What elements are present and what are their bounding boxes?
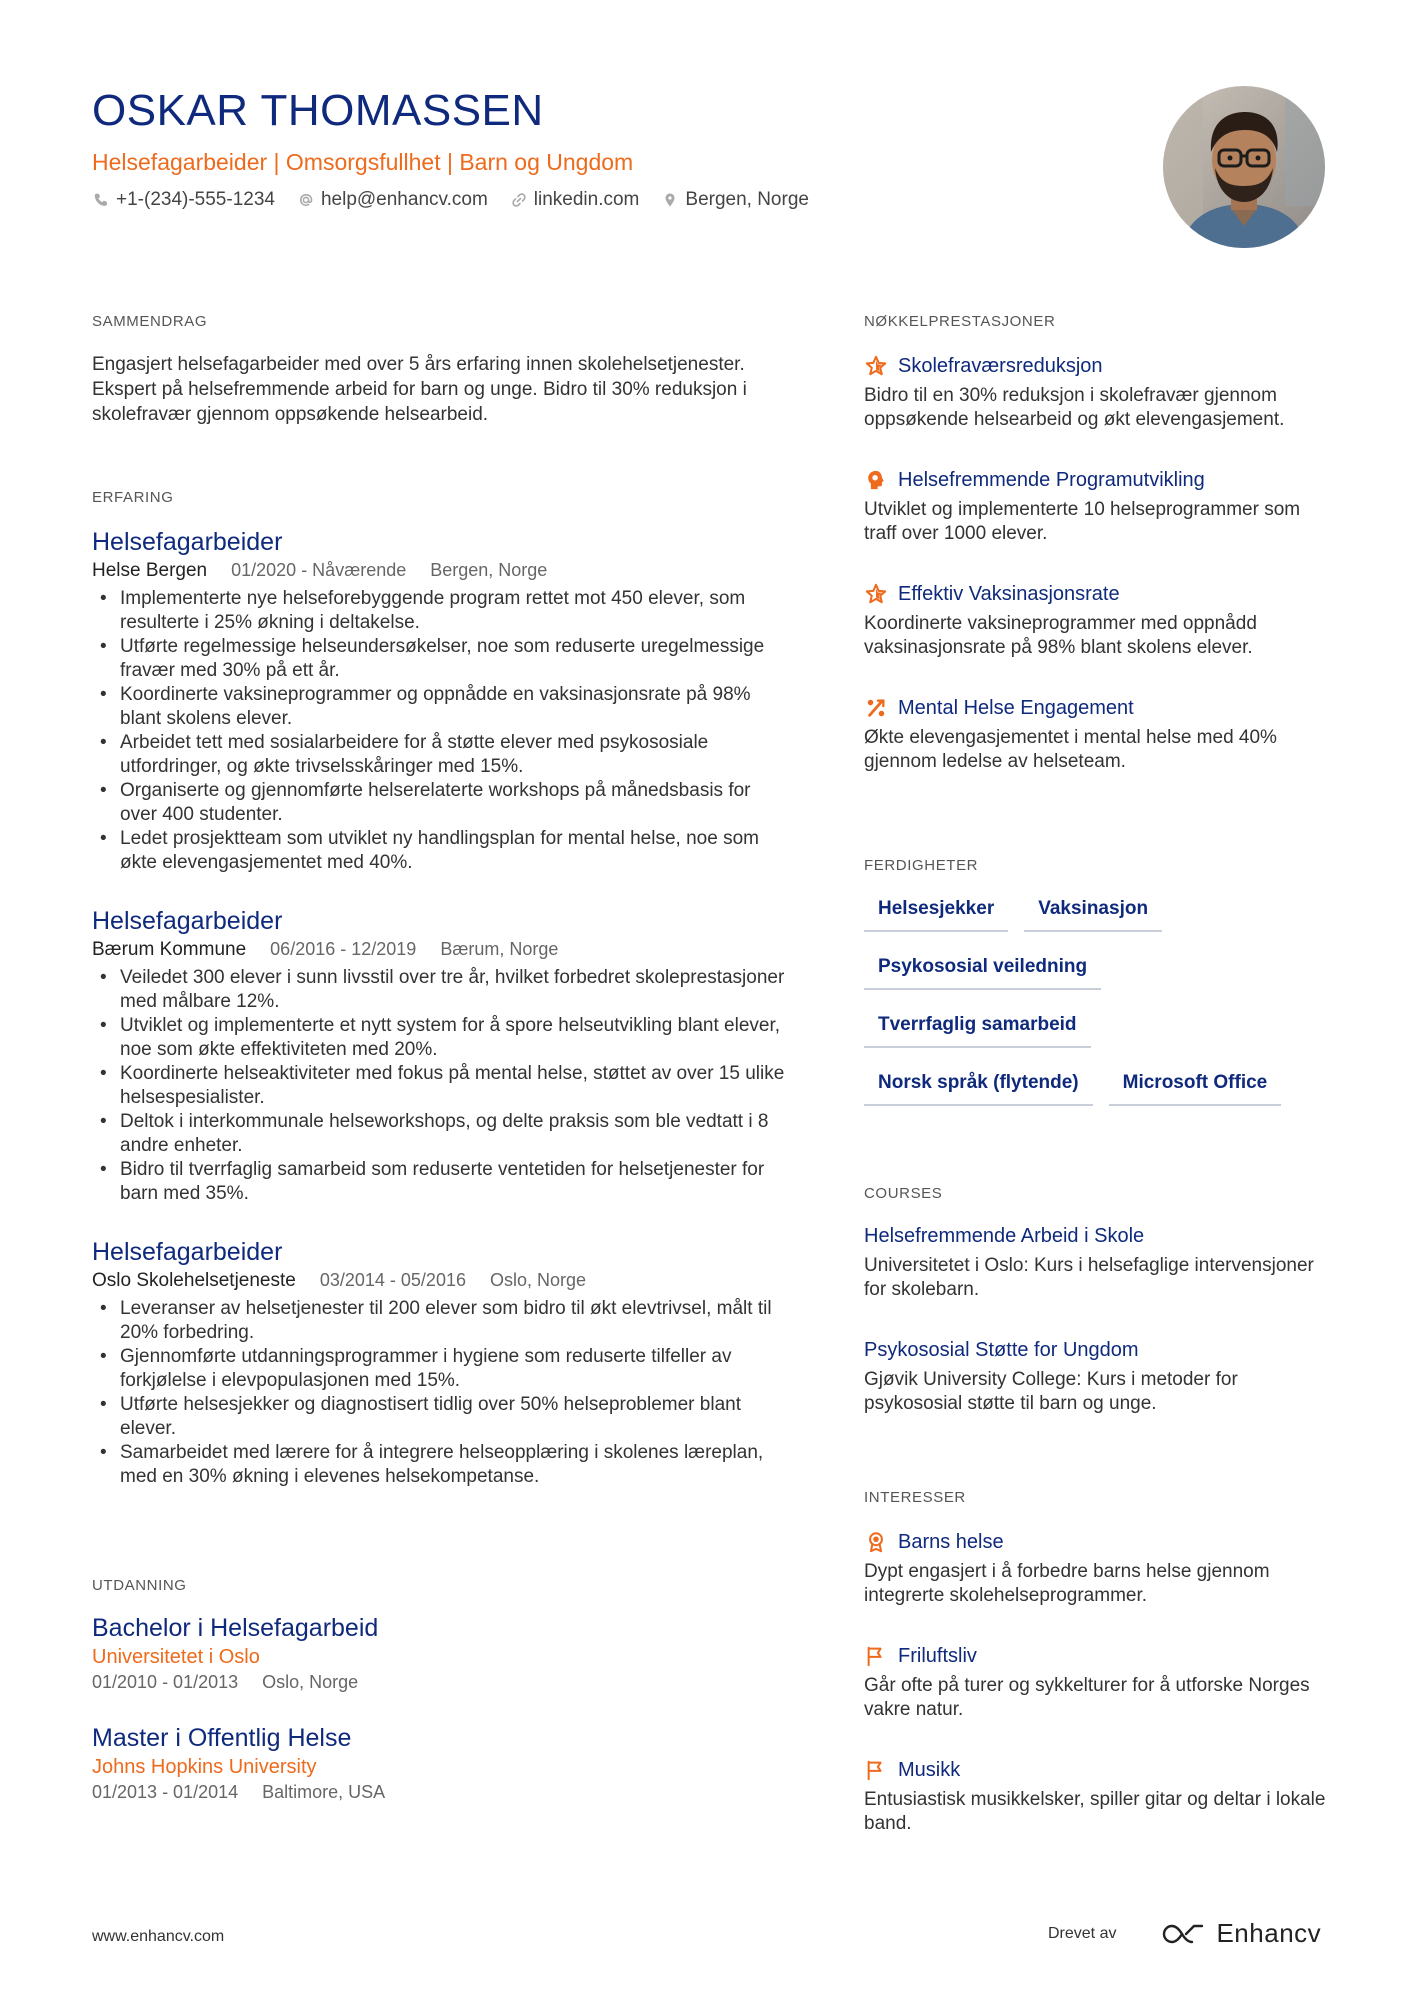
- percent-icon: [864, 696, 888, 720]
- enhancv-logo-icon: [1160, 1921, 1208, 1947]
- achievement-title: Helsefremmende Programutvikling: [898, 469, 1205, 491]
- job-bullet: • Samarbeidet med lærere for å integrere helseopplæring i skolenes læreplan, med en 30% økning i elevenes helsekompetanse.: [92, 1441, 792, 1489]
- edu-school: Johns Hopkins University: [92, 1756, 317, 1778]
- achievement-desc: Utviklet og implementerte 10 helseprogrammer som traff over 1000 elever.: [864, 499, 1301, 544]
- flag-icon: [864, 1644, 888, 1668]
- job-title: Helsefagarbeider: [92, 528, 283, 556]
- skills-heading: FERDIGHETER: [864, 857, 979, 874]
- head-icon: [864, 468, 888, 492]
- star-icon: [864, 354, 888, 378]
- interests-section: [864, 1488, 1334, 1836]
- edu-meta: [92, 1780, 792, 1804]
- link-icon: [510, 191, 528, 209]
- job-bullet: • Organiserte og gjennomførte helserelaterte workshops på månedsbasis for over 400 studenter.: [92, 779, 792, 827]
- edu-dates: 01/2013 - 01/2014: [92, 1782, 239, 1802]
- achievements-heading: NØKKELPRESTASJONER: [864, 313, 1056, 330]
- job-company: Helse Bergen: [92, 560, 208, 581]
- job-bullet: • Bidro til tverrfaglig samarbeid som reduserte ventetiden for helsetjenester for barn med 35%.: [92, 1158, 792, 1206]
- education-section: [92, 1576, 792, 1804]
- job-title: Helsefagarbeider: [92, 1238, 283, 1266]
- job-bullets: [92, 587, 792, 875]
- interest-title: Barns helse: [898, 1531, 1004, 1553]
- edu-meta: [92, 1670, 792, 1694]
- skill-tag: Microsoft Office: [1109, 1064, 1282, 1106]
- job-location: Bærum, Norge: [440, 939, 559, 959]
- job-bullet: • Koordinerte helseaktiviteter med fokus på mental helse, støttet av over 15 ulike helsespesialister.: [92, 1062, 792, 1110]
- footer-website[interactable]: www.enhancv.com: [92, 1928, 225, 1945]
- powered-by-text: Drevet av: [1048, 1924, 1117, 1942]
- skill-tag: Vaksinasjon: [1024, 890, 1162, 932]
- job-company: Oslo Skolehelsetjeneste: [92, 1270, 296, 1291]
- skill-tag: Norsk språk (flytende): [864, 1064, 1093, 1106]
- contact-phone[interactable]: [92, 187, 275, 213]
- enhancv-logo-text: Enhancv: [1216, 1918, 1322, 1948]
- contact-row: [92, 187, 1152, 213]
- job-bullet: • Ledet prosjektteam som utviklet ny handlingsplan for mental helse, noe som økte elevengasjementet med 40%.: [92, 827, 792, 875]
- interest-item: [864, 1642, 1334, 1722]
- job-bullet: • Arbeidet tett med sosialarbeidere for å støtte elever med psykososiale utfordringer, og økte trivselsskåringer med 15%.: [92, 731, 792, 779]
- job-meta: [92, 1268, 792, 1293]
- achievements-section: [864, 312, 1334, 774]
- job-bullet: • Implementerte nye helseforebyggende program rettet mot 450 elever, som resulterte i 25% økning i deltakelse.: [92, 587, 792, 635]
- skill-tag: Psykososial veiledning: [864, 948, 1101, 990]
- location-text: Bergen, Norge: [685, 189, 809, 210]
- edu-location: Oslo, Norge: [262, 1672, 359, 1692]
- medal-icon: [864, 1530, 888, 1554]
- edu-degree: Master i Offentlig Helse: [92, 1724, 352, 1752]
- job-bullets: [92, 966, 792, 1206]
- interest-desc: Dypt engasjert i å forbedre barns helse gjennom integrerte skolehelseprogrammer.: [864, 1561, 1270, 1606]
- flag-icon: [864, 1758, 888, 1782]
- interest-item: [864, 1756, 1334, 1836]
- job-bullet: • Veiledet 300 elever i sunn livsstil over tre år, hvilket forbedret skoleprestasjoner med målbare 12%.: [92, 966, 792, 1014]
- course-item: [864, 1336, 1334, 1416]
- edu-school: Universitetet i Oslo: [92, 1646, 260, 1668]
- experience-section: [92, 488, 792, 1489]
- achievement-desc: Koordinerte vaksineprogrammer med oppnådd vaksinasjonsrate på 98% blant skolens elever.: [864, 613, 1257, 658]
- course-desc: Universitetet i Oslo: Kurs i helsefaglige intervensjoner for skolebarn.: [864, 1255, 1314, 1300]
- contact-linkedin[interactable]: [510, 187, 640, 213]
- job-entry: [92, 905, 792, 1206]
- job-dates: 03/2014 - 05/2016: [319, 1270, 466, 1290]
- job-bullet: • Utviklet og implementerte et nytt system for å spore helseutvikling blant elever, noe som økte effektiviteten med 20%.: [92, 1014, 792, 1062]
- education-heading: UTDANNING: [92, 1577, 187, 1594]
- job-company: Bærum Kommune: [92, 939, 247, 960]
- course-desc: Gjøvik University College: Kurs i metoder for psykososial støtte til barn og unge.: [864, 1369, 1238, 1414]
- contact-email[interactable]: [297, 187, 488, 213]
- interests-heading: INTERESSER: [864, 1489, 966, 1506]
- phone-text: +1-(234)-555-1234: [116, 189, 275, 210]
- footer-branding: [1048, 1918, 1321, 1949]
- job-location: Oslo, Norge: [489, 1270, 587, 1290]
- job-dates: 06/2016 - 12/2019: [270, 939, 417, 959]
- achievement-desc: Bidro til en 30% reduksjon i skolefravær gjennom oppsøkende helsearbeid og økt elevengasjement.: [864, 385, 1285, 430]
- courses-section: [864, 1184, 1334, 1416]
- candidate-tagline: Helsefagarbeider | Omsorgsfullhet | Barn og Ungdom: [92, 149, 634, 175]
- job-entry: [92, 1236, 792, 1489]
- location-pin-icon: [661, 191, 679, 209]
- resume-header: [92, 85, 1152, 213]
- achievement-title: Mental Helse Engagement: [898, 697, 1134, 719]
- achievement-desc: Økte elevengasjementet i mental helse med 40% gjennom ledelse av helseteam.: [864, 727, 1277, 772]
- enhancv-logo[interactable]: [1160, 1918, 1321, 1949]
- job-location: Bergen, Norge: [430, 560, 548, 580]
- achievement-title: Skolefraværsreduksjon: [898, 355, 1103, 377]
- job-bullet: • Koordinerte vaksineprogrammer og oppnådde en vaksinasjonsrate på 98% blant skolens elever.: [92, 683, 792, 731]
- interest-desc: Går ofte på turer og sykkelturer for å utforske Norges vakre natur.: [864, 1675, 1310, 1720]
- education-entry: [92, 1722, 792, 1804]
- linkedin-text: linkedin.com: [533, 189, 640, 210]
- job-meta: [92, 558, 792, 583]
- skills-list: [864, 890, 1334, 1122]
- edu-dates: 01/2010 - 01/2013: [92, 1672, 239, 1692]
- course-item: [864, 1222, 1334, 1302]
- star-icon: [864, 582, 888, 606]
- job-bullet: • Gjennomførte utdanningsprogrammer i hygiene som reduserte tilfeller av forkjølelse i elevpopulasjonen med 15%.: [92, 1345, 792, 1393]
- experience-heading: ERFARING: [92, 489, 174, 506]
- summary-text: Engasjert helsefagarbeider med over 5 års erfaring innen skolehelsetjenester. Ekspert på helsefremmende arbeid for barn og unge. Bidro til 30% reduksjon i skolefravær gjennom oppsøkende helsearbeid.: [92, 354, 747, 425]
- achievement-item: [864, 694, 1334, 774]
- job-bullets: [92, 1297, 792, 1489]
- job-bullet: • Leveranser av helsetjenester til 200 elever som bidro til økt elevtrivsel, målt til 20% forbedring.: [92, 1297, 792, 1345]
- course-title: Helsefremmende Arbeid i Skole: [864, 1225, 1145, 1247]
- skills-section: [864, 856, 1334, 1122]
- summary-heading: SAMMENDRAG: [92, 313, 208, 330]
- achievement-item: [864, 466, 1334, 546]
- email-text: help@enhancv.com: [320, 189, 488, 210]
- profile-photo: [1163, 86, 1325, 248]
- job-title: Helsefagarbeider: [92, 907, 283, 935]
- contact-location: [661, 187, 809, 213]
- job-bullet: • Utførte regelmessige helseundersøkelser, noe som reduserte uregelmessige fravær med 30% på ett år.: [92, 635, 792, 683]
- edu-degree: Bachelor i Helsefagarbeid: [92, 1614, 379, 1642]
- job-bullet: • Utførte helsesjekker og diagnostisert tidlig over 50% helseproblemer blant elever.: [92, 1393, 792, 1441]
- interest-title: Musikk: [898, 1759, 961, 1781]
- interest-desc: Entusiastisk musikkelsker, spiller gitar og deltar i lokale band.: [864, 1789, 1326, 1834]
- education-entry: [92, 1612, 792, 1694]
- course-title: Psykososial Støtte for Ungdom: [864, 1339, 1139, 1361]
- at-icon: [297, 191, 315, 209]
- achievement-item: [864, 580, 1334, 660]
- candidate-name: OSKAR THOMASSEN: [92, 86, 544, 135]
- job-bullet: • Deltok i interkommunale helseworkshops, og delte praksis som ble vedtatt i 8 andre enheter.: [92, 1110, 792, 1158]
- courses-heading: COURSES: [864, 1185, 943, 1202]
- job-dates: 01/2020 - Nåværende: [231, 560, 407, 580]
- summary-section: [92, 312, 792, 427]
- interest-item: [864, 1528, 1334, 1608]
- job-meta: [92, 937, 792, 962]
- interest-title: Friluftsliv: [898, 1645, 977, 1667]
- achievement-item: [864, 352, 1334, 432]
- job-entry: [92, 526, 792, 875]
- skill-tag: Tverrfaglig samarbeid: [864, 1006, 1091, 1048]
- edu-location: Baltimore, USA: [262, 1782, 386, 1802]
- phone-icon: [92, 191, 110, 209]
- achievement-title: Effektiv Vaksinasjonsrate: [898, 583, 1120, 605]
- skill-tag: Helsesjekker: [864, 890, 1008, 932]
